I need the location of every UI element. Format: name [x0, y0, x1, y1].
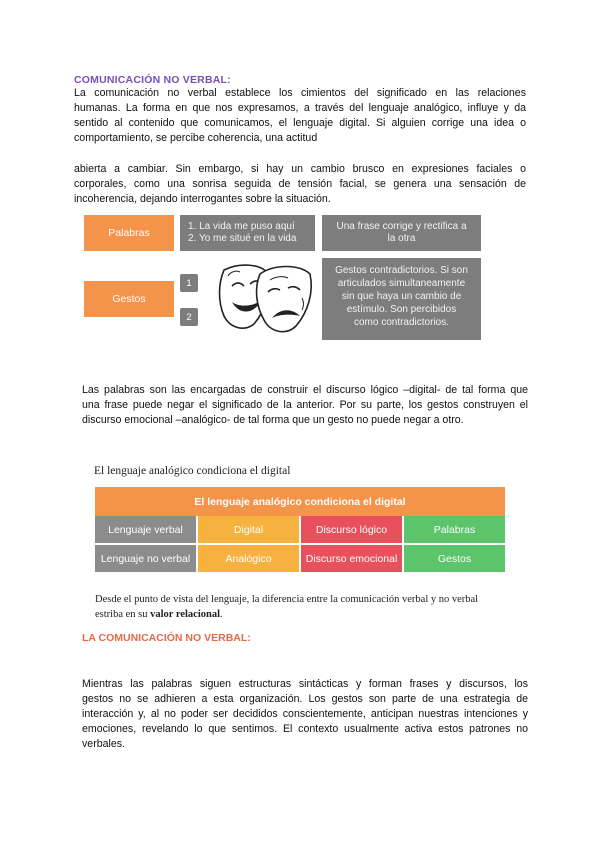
table-cell: Lenguaje no verbal: [95, 545, 196, 572]
figure-caption: [95, 592, 515, 622]
text-line: corporales, como una sonrisa seguida de tensión facial, se genera una sensación de: [74, 178, 526, 190]
caption-text: estriba en su: [95, 609, 151, 620]
contradict-line: articulados simultaneamente: [337, 278, 466, 289]
text-line: interacción y, al no poder ser decididos conscientemente, anticipan nuestras intenciones y: [82, 708, 528, 720]
table-header-label: El lenguaje analógico condiciona el digital: [194, 495, 406, 508]
fourth-paragraph: [82, 677, 528, 752]
text-line: sentido al contenido que comunicamos, el lenguaje digital. Si alguien corrige una idea o: [74, 117, 526, 129]
table-cell: Digital: [198, 516, 299, 543]
section-heading-2: LA COMUNICACIÓN NO VERBAL:: [82, 632, 251, 644]
text-line: emociones, revelando lo que sentimos. El contexto usualmente activa estos patrones no: [82, 723, 528, 735]
text-line: comportamiento, se percibe coherencia, una actitud: [74, 132, 318, 144]
phrase-2: 2. Yo me situé en la vida: [188, 233, 297, 244]
contradict-line: estímulo. Son percibidos: [346, 304, 457, 315]
number-badge-2: [180, 308, 198, 326]
table-row: [95, 545, 505, 572]
caption-line: [95, 607, 515, 622]
phrases-box: [180, 215, 315, 251]
contradict-line: como contradictorios.: [353, 317, 450, 328]
table-cell: Discurso lógico: [301, 516, 402, 543]
table-cell: Discurso emocional: [301, 545, 402, 572]
figure-title: El lenguaje analógico condiciona el digital: [94, 465, 291, 477]
caption-line: Desde el punto de vista del lenguaje, la diferencia entre la comunicación verbal y no verbal: [95, 594, 479, 605]
contradict-line: sin que haya un cambio de: [341, 291, 462, 302]
number-label: 2: [186, 311, 192, 323]
intro-paragraph: [74, 86, 526, 146]
text-line: humanas. La forma en que nos expresamos, a través del lenguaje analógico, influye y da: [74, 102, 526, 114]
text-line: una frase puede negar el significado de la anterior. Por su parte, los gestos construyen el: [82, 399, 528, 411]
phrase-1: 1. La vida me puso aquí: [188, 221, 295, 232]
section-heading: COMUNICACIÓN NO VERBAL:: [74, 74, 231, 86]
text-line: incoherencia, dejando interrogantes sobre la situación.: [74, 193, 331, 205]
table-cell: Lenguaje verbal: [95, 516, 196, 543]
number-badge-1: [180, 274, 198, 292]
text-line: Las palabras son las encargadas de construir el discurso lógico –digital- de tal forma que: [82, 384, 528, 396]
third-paragraph: [82, 383, 528, 428]
contradict-box: [322, 258, 481, 340]
text-line: abierta a cambiar. Sin embargo, si hay un cambio brusco en expresiones faciales o: [74, 163, 526, 175]
number-label: 1: [186, 277, 192, 289]
rectifica-box: [322, 215, 481, 251]
table-cell: Gestos: [404, 545, 505, 572]
comparison-table: [93, 514, 507, 574]
table-row: [95, 516, 505, 543]
palabras-box: [84, 215, 174, 251]
second-paragraph: [74, 162, 526, 207]
text-line: Mientras las palabras siguen estructuras sintácticas y forman frases y discursos, los: [82, 678, 528, 690]
theater-masks-icon: [210, 258, 316, 338]
gestos-box: [84, 281, 174, 317]
palabras-label: Palabras: [108, 227, 150, 239]
caption-bold-text: valor relacional: [150, 609, 221, 620]
text-line: discurso emocional –analógico- de tal forma que un gesto no puede negar a otro.: [82, 414, 464, 426]
text-line: verbales.: [82, 738, 125, 750]
text-line: gestos no se adhieren a esta organización. Los gestos son parte de una estrategia de: [82, 693, 528, 705]
rectifica-line-2: la otra: [387, 233, 416, 244]
table-cell: Palabras: [404, 516, 505, 543]
text-line: La comunicación no verbal establece los cimientos del significado en las relaciones: [74, 87, 526, 99]
caption-text: .: [220, 609, 223, 620]
table-header: [95, 487, 505, 516]
gestos-label: Gestos: [112, 293, 146, 305]
table-cell: Analógico: [198, 545, 299, 572]
rectifica-line-1: Una frase corrige y rectifica a: [336, 221, 467, 232]
contradict-line: Gestos contradictorios. Si son: [335, 265, 468, 276]
